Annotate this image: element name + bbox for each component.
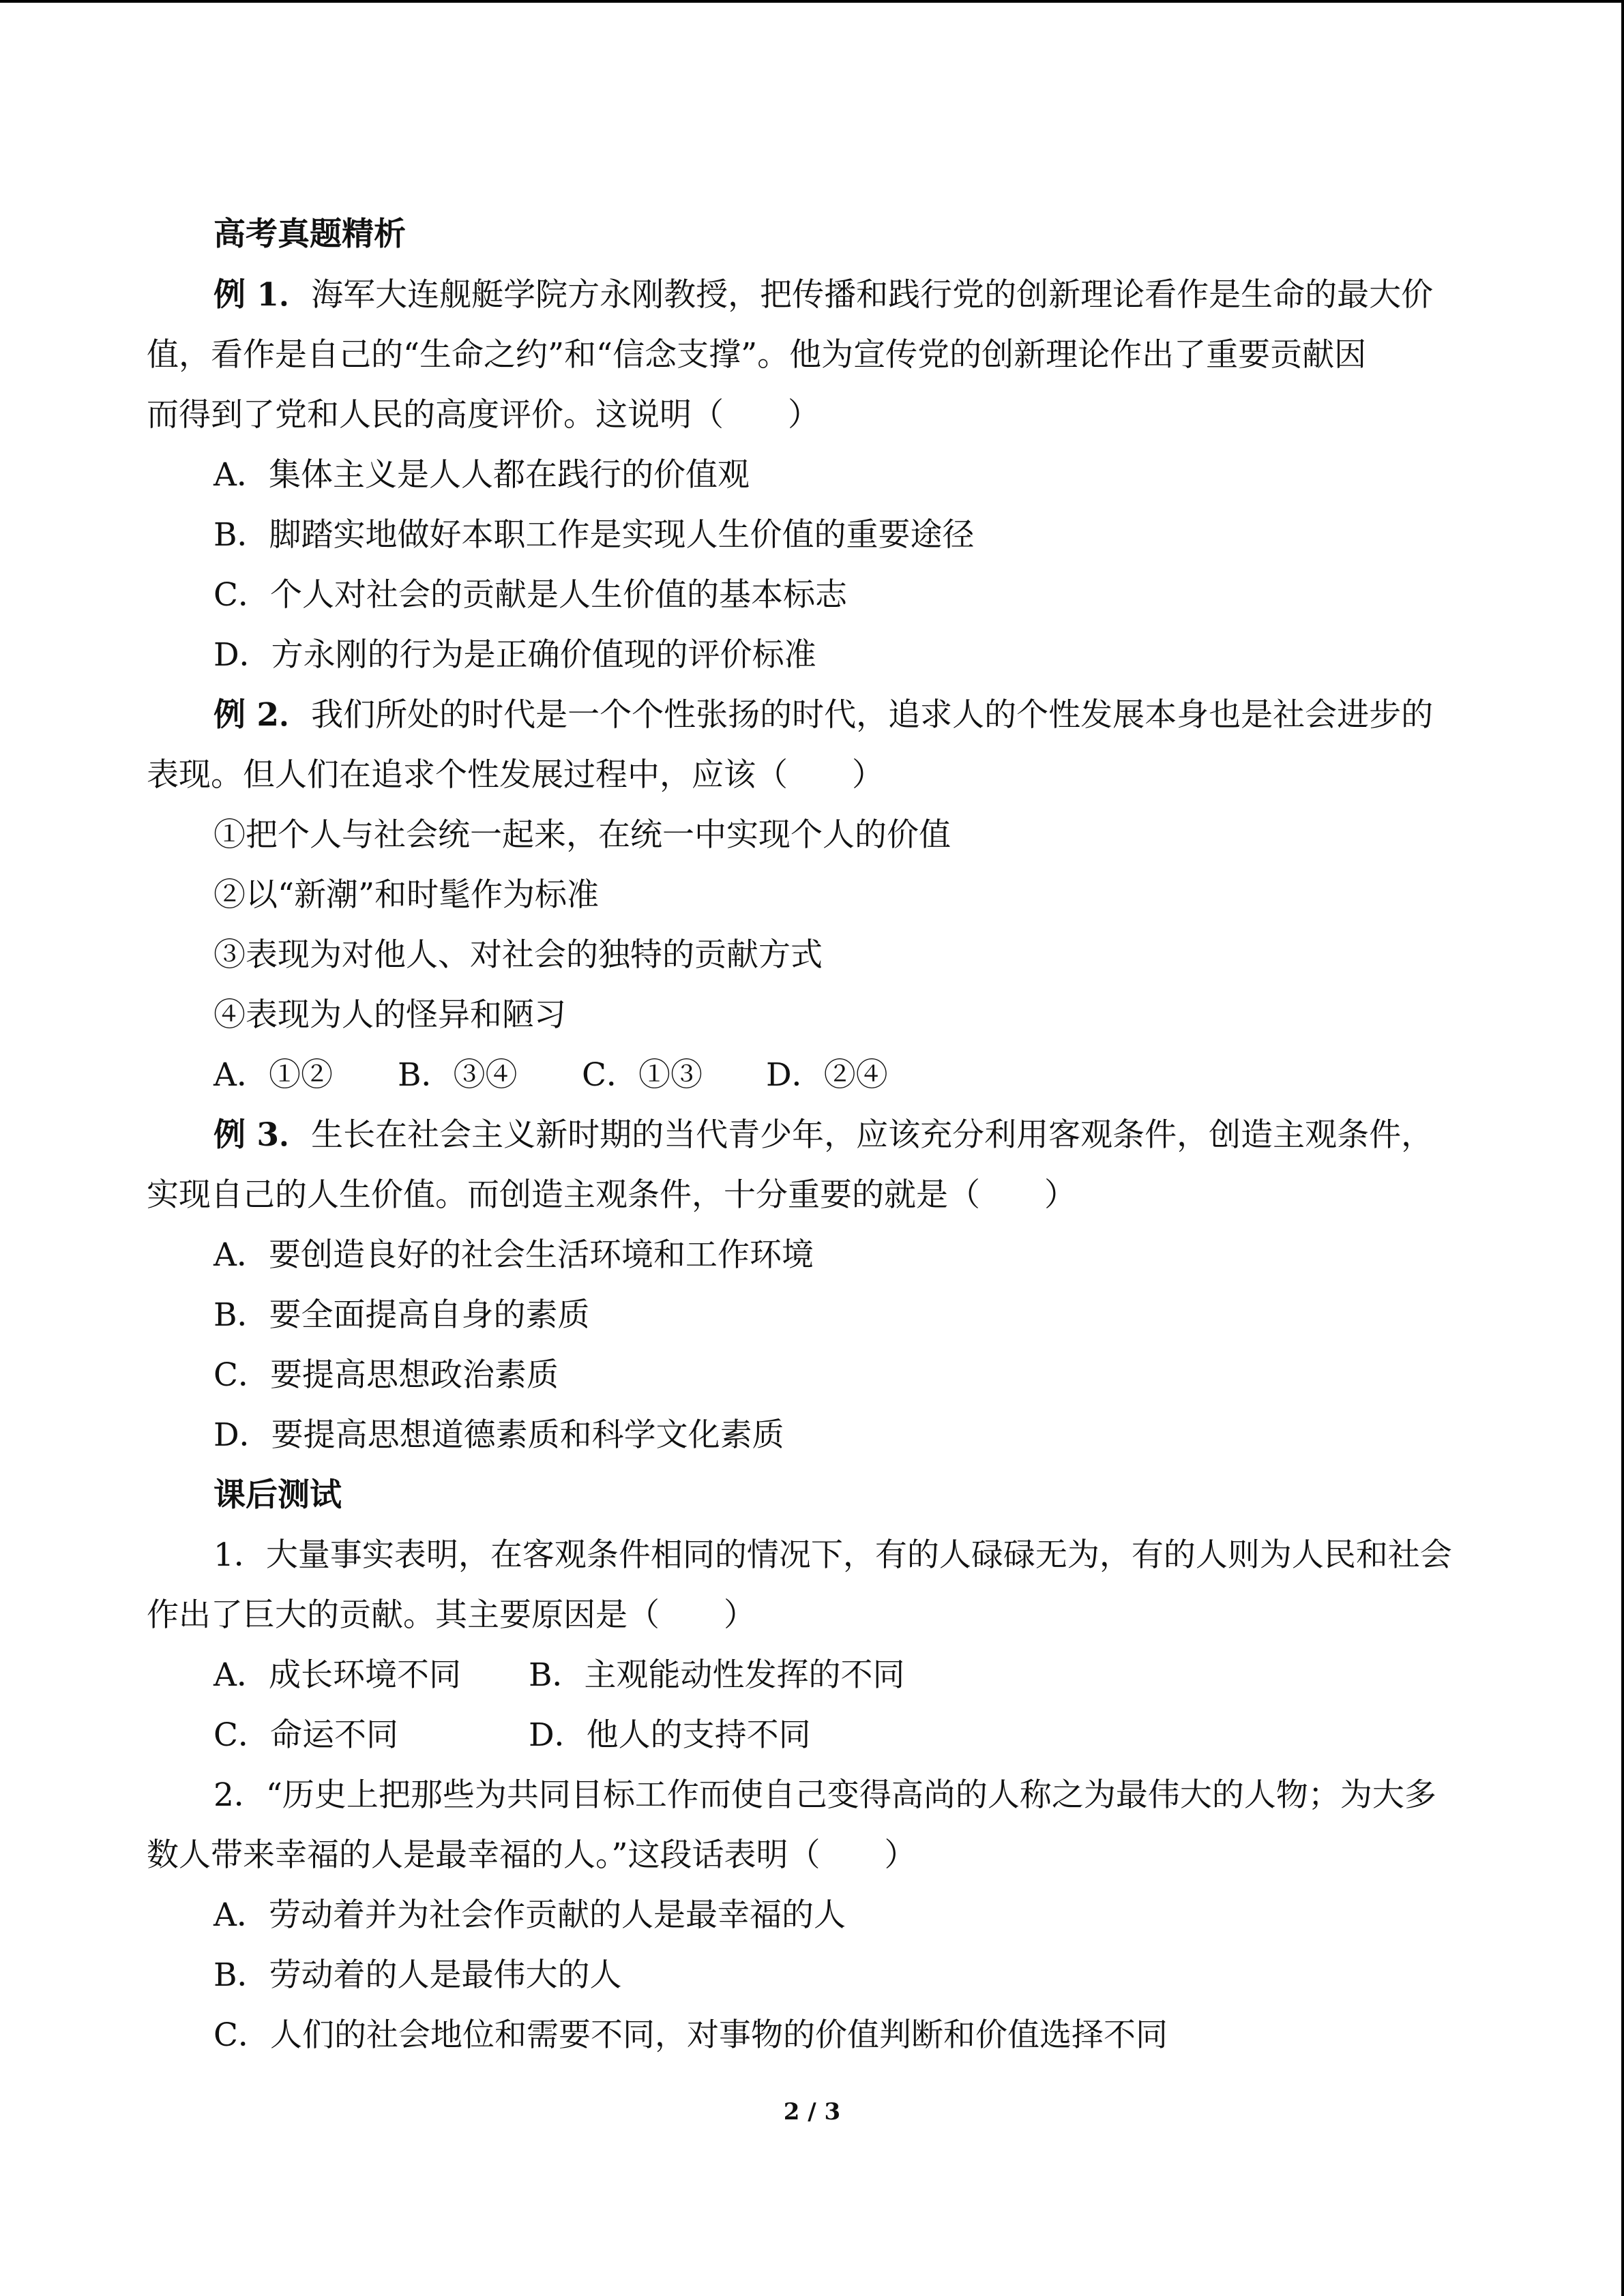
question-1-choices-row-1 xyxy=(213,1655,905,1696)
question-1-choice-c: C．命运不同 xyxy=(213,1716,398,1754)
question-2-option-c: C．人们的社会地位和需要不同，对事物的价值判断和价值选择不同 xyxy=(213,2016,1168,2054)
section-title-test: 课后测试 xyxy=(213,1476,342,1514)
question-1-choices-row-2 xyxy=(213,1715,811,1756)
example-1-option-b: B．脚踏实地做好本职工作是实现人生价值的重要途径 xyxy=(213,516,975,554)
example-3-option-b: B．要全面提高自身的素质 xyxy=(213,1296,590,1334)
example-2-statement-2: ②以“新潮”和时髦作为标准 xyxy=(213,876,600,914)
example-3-option-d: D．要提高思想道德素质和科学文化素质 xyxy=(213,1416,784,1454)
example-2-choices xyxy=(213,1055,888,1096)
question-2-option-b: B．劳动着的人是最伟大的人 xyxy=(213,1956,622,1994)
page-border-right xyxy=(1621,0,1624,2296)
question-2-line-2: 数人带来幸福的人是最幸福的人。”这段话表明（ ） xyxy=(147,1836,917,1874)
example-2-choice-a: A．①② xyxy=(213,1056,333,1094)
example-3-option-c: C．要提高思想政治素质 xyxy=(213,1356,559,1394)
example-3-label: 例 3． xyxy=(213,1116,312,1154)
question-1-choice-b: B．主观能动性发挥的不同 xyxy=(529,1656,905,1694)
question-2-line-1: 2．“历史上把那些为共同目标工作而使自己变得高尚的人称之为最伟大的人物；为大多 xyxy=(213,1776,1436,1814)
example-2-line-2: 表现。但人们在追求个性发展过程中，应该（ ） xyxy=(147,756,884,794)
example-2-choice-c: C．①③ xyxy=(582,1056,703,1094)
example-1-option-c: C．个人对社会的贡献是人生价值的基本标志 xyxy=(213,576,847,614)
example-3-line-2: 实现自己的人生价值。而创造主观条件，十分重要的就是（ ） xyxy=(147,1176,1076,1214)
example-2-label: 例 2． xyxy=(213,696,312,734)
example-1-line-3: 而得到了党和人民的高度评价。这说明（ ） xyxy=(147,396,820,434)
question-1-choice-d: D．他人的支持不同 xyxy=(529,1716,811,1754)
example-1-line-1: 例 1．海军大连舰艇学院方永刚教授，把传播和践行党的创新理论看作是生命的最大价 xyxy=(213,276,1434,314)
page-border-top xyxy=(0,0,1624,3)
page-number: 2 / 3 xyxy=(783,2098,841,2126)
example-2-choice-d: D．②④ xyxy=(766,1056,888,1094)
question-1-line-1: 1．大量事实表明，在客观条件相同的情况下，有的人碌碌无为，有的人则为人民和社会 xyxy=(213,1536,1452,1574)
example-2-choice-b: B．③④ xyxy=(398,1056,518,1094)
question-1-choice-a: A．成长环境不同 xyxy=(213,1656,461,1694)
example-1-option-a: A．集体主义是人人都在践行的价值观 xyxy=(213,456,750,494)
example-1-option-d: D．方永刚的行为是正确价值现的评价标准 xyxy=(213,636,816,674)
example-1-line-2: 值，看作是自己的“生命之约”和“信念支撑”。他为宣传党的创新理论作出了重要贡献因 xyxy=(147,336,1367,374)
example-2-statement-3: ③表现为对他人、对社会的独特的贡献方式 xyxy=(213,936,823,974)
question-2-option-a: A．劳动着并为社会作贡献的人是最幸福的人 xyxy=(213,1896,846,1934)
example-2-line-1: 例 2．我们所处的时代是一个个性张扬的时代，追求人的个性发展本身也是社会进步的 xyxy=(213,696,1434,734)
example-3-line-1: 例 3．生长在社会主义新时期的当代青少年，应该充分利用客观条件，创造主观条件， xyxy=(213,1116,1434,1154)
question-1-line-2: 作出了巨大的贡献。其主要原因是（ ） xyxy=(147,1596,756,1634)
example-2-statement-1: ①把个人与社会统一起来，在统一中实现个人的价值 xyxy=(213,816,951,854)
example-3-option-a: A．要创造良好的社会生活环境和工作环境 xyxy=(213,1236,814,1274)
example-2-statement-4: ④表现为人的怪异和陋习 xyxy=(213,996,566,1034)
section-title-gaokao: 高考真题精析 xyxy=(213,215,406,253)
example-1-label: 例 1． xyxy=(213,276,312,314)
